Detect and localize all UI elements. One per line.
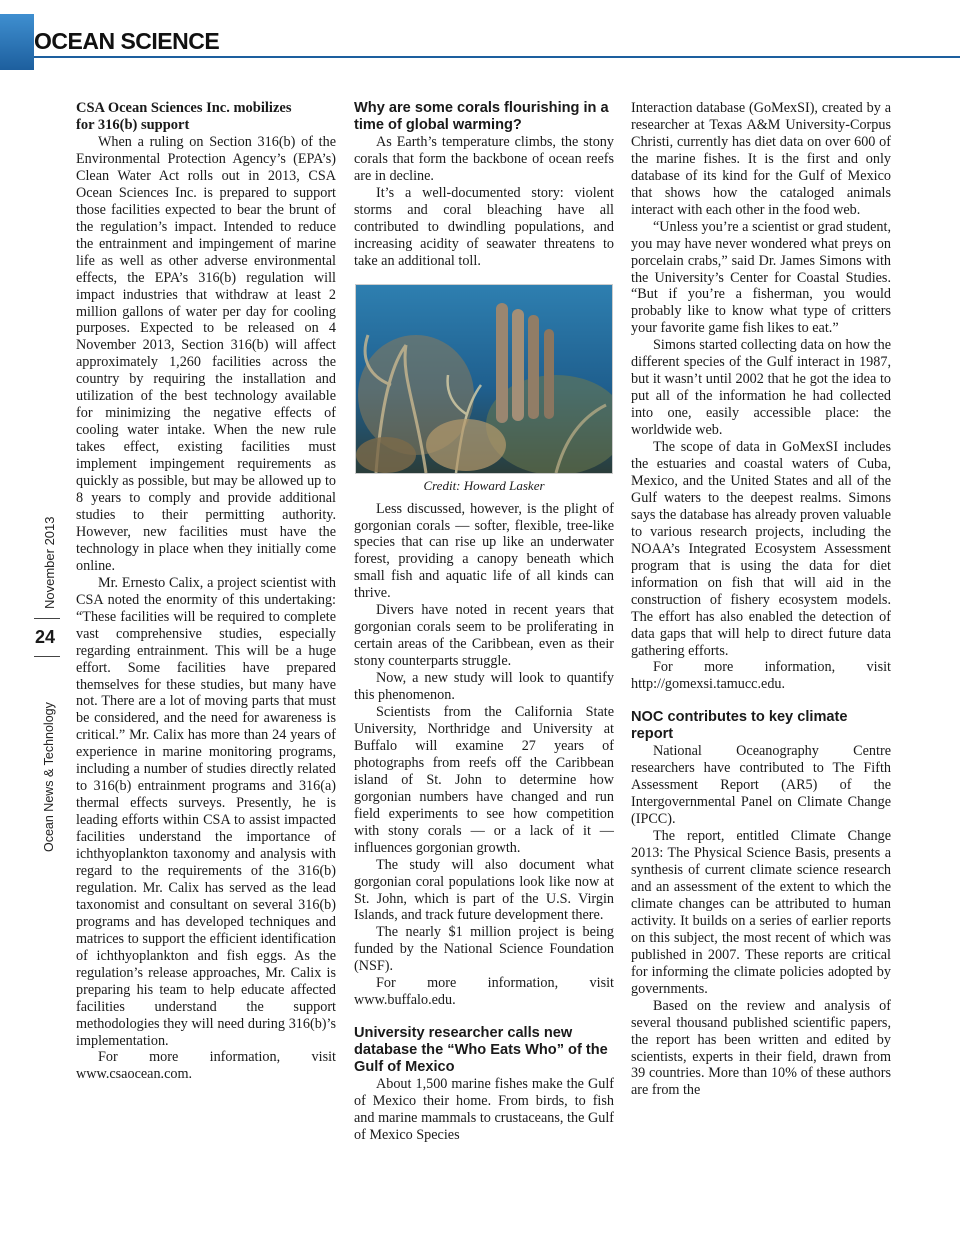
noc-headline: NOC contributes to key climate report bbox=[631, 709, 848, 743]
gomexsi-paragraph-2: “Unless you’re a scientist or grad student, you may have never wondered what preys on porcelain crabs,” said Dr. James Simons with the University’s Center for Coastal Studies. “But if you’re a fisherman, you would probably like to know what type of critters your favorite game fish likes to eat.” bbox=[631, 218, 891, 337]
publication-name: Ocean News & Technology bbox=[42, 702, 56, 852]
article-gap bbox=[354, 1009, 614, 1025]
gomexsi-paragraph-4: The scope of data in GoMexSI includes the estuaries and coastal waters of Cuba, Mexico, and the United States and all of the Gulf waters to the deepest realms. Simons says the database has already proven valuable to various research projects, including the NOAA’s Integrated Ecosystem Assessment program that is using the data for diet information on fish that will aid in the construction of fishery ecosystem models. The effort has also enabled the detection of data gaps that will help to direct future data gathering efforts. bbox=[631, 439, 891, 659]
corals-more-info: For more information, visit www.buffalo.edu. bbox=[354, 975, 614, 1009]
coral-reef-photo bbox=[355, 284, 613, 474]
column-3 bbox=[631, 100, 891, 1099]
noc-paragraph-3: Based on the review and analysis of several thousand published scientific papers, the report has been written and edited by scientists, experts in their field, drawn from 39 countries. More than 10% of these authors are from the bbox=[631, 997, 891, 1099]
csa-headline-line1: CSA Ocean Sciences Inc. mobilizes bbox=[76, 100, 292, 116]
corals-paragraph-7: The study will also document what gorgonian coral populations look like now at St. John, which is part of the U.S. Virgin Islands, and track future development there. bbox=[354, 856, 614, 924]
sidebar-divider-top bbox=[34, 618, 60, 619]
page-number: 24 bbox=[34, 627, 56, 647]
corals-paragraph-2: It’s a well-documented story: violent storms and coral bleaching have all contributed to dwindling populations, and increasing acidity of seawater threatens to take an additional toll. bbox=[354, 184, 614, 269]
gomexsi-more-info: For more information, visit http://gomexsi.tamucc.edu. bbox=[631, 659, 891, 693]
csa-headline-line2: for 316(b) support bbox=[76, 117, 190, 133]
csa-headline bbox=[76, 100, 336, 134]
header-rule bbox=[34, 56, 960, 58]
column-2 bbox=[354, 100, 614, 1144]
gomexsi-paragraph-3: Simons started collecting data on how the different species of the Gulf interact in 1987, but it wasn’t until 2002 that he got the idea to put all of the information he had collected into one, easily accessible place: the worldwide web. bbox=[631, 337, 891, 439]
photo-credit: Credit: Howard Lasker bbox=[423, 477, 545, 493]
corals-paragraph-5: Now, a new study will look to quantify this phenomenon. bbox=[354, 670, 614, 704]
article-gap bbox=[631, 693, 891, 709]
section-color-tab bbox=[0, 14, 34, 70]
csa-more-info: For more information, visit www.csaocean.com. bbox=[76, 1049, 336, 1083]
corals-paragraph-3: Less discussed, however, is the plight of gorgonian corals — softer, flexible, tree-like species that can rise up like an underwater forest, providing a canopy beneath which small fish and aquatic life of all kinds can thrive. bbox=[354, 500, 614, 602]
corals-headline: Why are some corals flourishing in a time of global warming? bbox=[354, 100, 609, 133]
sidebar-rail bbox=[22, 480, 62, 860]
corals-paragraph-1: As Earth’s temperature climbs, the stony corals that form the backbone of ocean reefs are in decline. bbox=[354, 134, 614, 184]
sidebar-divider-bottom bbox=[34, 656, 60, 657]
csa-paragraph-2: Mr. Ernesto Calix, a project scientist with CSA noted the enormity of this undertaking: “These facilities will be required to complete vast comprehensive studies, especially regarding entrainment. This will be a huge effort. Some facilities have prepared themselves for these studies, but many have not. There are a lot of moving parts that must be considered, and the need for awareness is critical.” Mr. Calix has more than 24 years of experience in marine monitoring programs, including a number of studies directly related to 316(b) entrainment programs and 316(a) thermal effects surveys. Presently, he is leading efforts within CSA to assist impacted facilities understand the importance of ichthyoplankton taxonomy and analysis with regard to the requirements of the 316(b) regulation. Mr. Calix has served as the lead taxonomist and consultant on several 316(b) programs and has developed techniques and matrices to support the efficient identification of ichthyoplankton and fish eggs. As the regulation’s release approaches, Mr. Calix is preparing his team to help educate affected facilities understand the support methodologies they will need during 316(b)’s implementation. bbox=[76, 574, 336, 1049]
corals-paragraph-4: Divers have noted in recent years that gorgonian corals seem to be proliferating in certain areas of the Caribbean, even as their stony counterparts struggle. bbox=[354, 602, 614, 670]
gomexsi-headline: University researcher calls new database the “Who Eats Who” of the Gulf of Mexico bbox=[354, 1025, 608, 1076]
corals-paragraph-8: The nearly $1 million project is being funded by the National Science Foundation (NSF). bbox=[354, 924, 614, 975]
corals-paragraph-6: Scientists from the California State University, Northridge and University at Buffalo will examine 27 years of photographs from reefs off the Caribbean island of St. John to determine how gorgonian numbers have changed and run field experiments to see how competition with stony corals — or a lack of it — influences gorgonian growth. bbox=[354, 704, 614, 856]
gomexsi-paragraph-1-start: About 1,500 marine fishes make the Gulf of Mexico their home. From birds, to fish and marine mammals to crustaceans, the Gulf of Mexico Species bbox=[354, 1076, 614, 1144]
csa-paragraph-1: When a ruling on Section 316(b) of the Environmental Protection Agency’s (EPA’s) Clean Water Act rolls out in 2013, CSA Ocean Sciences Inc. is prepared to support those facilities expected to bear the brunt of the regulation’s impact. Intended to reduce the entrainment and impingement of marine life as well as other adverse environmental effects, the EPA’s 316(b) regulation will impact industries that withdraw at least 2 million gallons of water per day for cooling purposes. Expected to be released on 4 November 2013, Section 316(b) will affect approximately 1,260 facilities across the country by requiring the installation and utilization of the best technology available for minimizing the negative effects of cooling water intake. When the new rule takes effect, existing facilities must implement impingement requirements as quickly as possible, but may be allowed up to 8 years to comply and provide additional studies to their permitting authority. However, new facilities must have the technology in place when they initially come online. bbox=[76, 134, 336, 574]
gomexsi-paragraph-1-continued: Interaction database (GoMexSI), created by a researcher at Texas A&M University-Corpus Christi, currently has diet data on over 600 of the marine fishes. It is the first and only database of its kind for the Gulf of Mexico that shows how the cataloged animals interact with each other in the food web. bbox=[631, 100, 891, 218]
noc-paragraph-2: The report, entitled Climate Change 2013: The Physical Science Basis, presents a synthesis of current climate science research and an assessment of the extent to which the climate changes can be attributed to human activity. It builds on a series of earlier reports on this subject, the most recent of which was published in 2007. These reports are critical for informing the climate policies adopted by governments. bbox=[631, 828, 891, 997]
column-1 bbox=[76, 100, 336, 1083]
issue-date: November 2013 bbox=[42, 516, 57, 609]
noc-paragraph-1: National Oceanography Centre researchers have contributed to The Fifth Assessment Report (AR5) of the Intergovernmental Panel on Climate Change (IPCC). bbox=[631, 743, 891, 828]
section-title: OCEAN SCIENCE bbox=[34, 28, 220, 54]
